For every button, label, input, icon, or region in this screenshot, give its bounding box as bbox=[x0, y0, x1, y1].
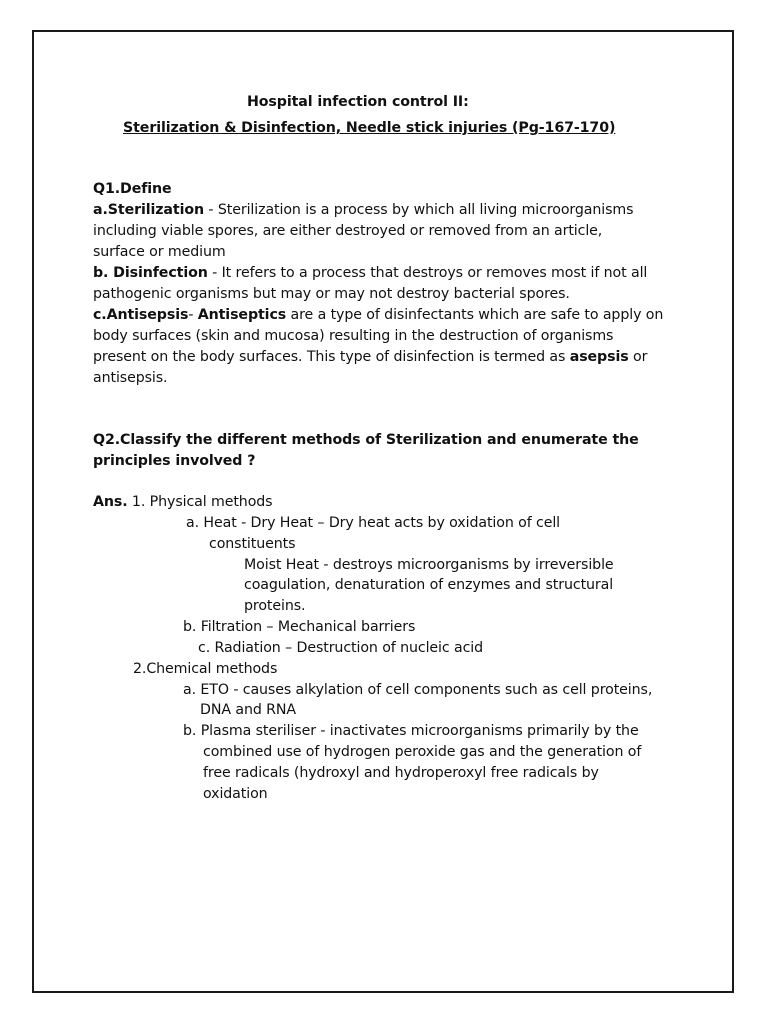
q1-a-text: - Sterilization is a process by which all living microorganisms bbox=[204, 202, 634, 218]
plasma-line2: combined use of hydrogen peroxide gas and the generation of bbox=[203, 744, 642, 760]
q1-c-sep: - bbox=[188, 307, 198, 323]
plasma-line1: b. Plasma steriliser - inactivates microorganisms primarily by the bbox=[183, 723, 639, 739]
q1-a-line1 bbox=[93, 200, 633, 221]
chemical-methods: 2.Chemical methods bbox=[133, 661, 278, 677]
heat-line1: a. Heat - Dry Heat – Dry heat acts by oxidation of cell bbox=[186, 515, 561, 531]
q1-heading: Q1.Define bbox=[93, 181, 172, 197]
document-subtitle: Sterilization & Disinfection, Needle stick injuries (Pg-167-170) bbox=[123, 120, 616, 136]
heat-line2: constituents bbox=[209, 536, 296, 552]
radiation-line: c. Radiation – Destruction of nucleic acid bbox=[198, 640, 484, 656]
plasma-line4: oxidation bbox=[203, 786, 268, 802]
term-disinfection: b. Disinfection bbox=[93, 265, 208, 281]
q1-a-line3: surface or medium bbox=[93, 244, 226, 260]
q1-c-text: are a type of disinfectants which are safe to apply on bbox=[286, 307, 664, 323]
term-sterilization: a.Sterilization bbox=[93, 202, 204, 218]
q1-a-line2: including viable spores, are either destroyed or removed from an article, bbox=[93, 223, 603, 239]
moist-heat-line2: coagulation, denaturation of enzymes and structural bbox=[244, 577, 614, 593]
term-antiseptics: Antiseptics bbox=[197, 307, 287, 323]
document-title: Hospital infection control II: bbox=[247, 94, 469, 110]
q2-ans-line bbox=[93, 492, 272, 513]
moist-heat-line3: proteins. bbox=[244, 598, 306, 614]
filtration-line: b. Filtration – Mechanical barriers bbox=[183, 619, 416, 635]
moist-heat-line1: Moist Heat - destroys microorganisms by irreversible bbox=[244, 557, 614, 573]
physical-methods: 1. Physical methods bbox=[127, 494, 273, 510]
eto-line1: a. ETO - causes alkylation of cell components such as cell proteins, bbox=[183, 682, 653, 698]
term-antisepsis: c.Antisepsis bbox=[93, 307, 189, 323]
q2-heading-line2: principles involved ? bbox=[93, 453, 256, 469]
q1-b-line1 bbox=[93, 263, 647, 284]
q1-c-line2: body surfaces (skin and mucosa) resulting in the destruction of organisms bbox=[93, 328, 614, 344]
plasma-line3: free radicals (hydroxyl and hydroperoxyl free radicals by bbox=[203, 765, 599, 781]
q1-c-line3 bbox=[93, 347, 647, 368]
q1-c-line4: antisepsis. bbox=[93, 370, 168, 386]
q1-c-line3-end: or bbox=[628, 349, 648, 365]
q1-b-line2: pathogenic organisms but may or may not destroy bacterial spores. bbox=[93, 286, 570, 302]
q2-heading-line1: Q2.Classify the different methods of Sterilization and enumerate the bbox=[93, 432, 639, 448]
term-asepsis: asepsis bbox=[569, 349, 629, 365]
q1-c-line3-text: present on the body surfaces. This type of disinfection is termed as bbox=[93, 349, 570, 365]
ans-label: Ans. bbox=[93, 494, 128, 510]
q1-b-text: - It refers to a process that destroys or removes most if not all bbox=[207, 265, 648, 281]
q1-c-line1 bbox=[93, 305, 663, 326]
eto-line2: DNA and RNA bbox=[200, 702, 297, 718]
